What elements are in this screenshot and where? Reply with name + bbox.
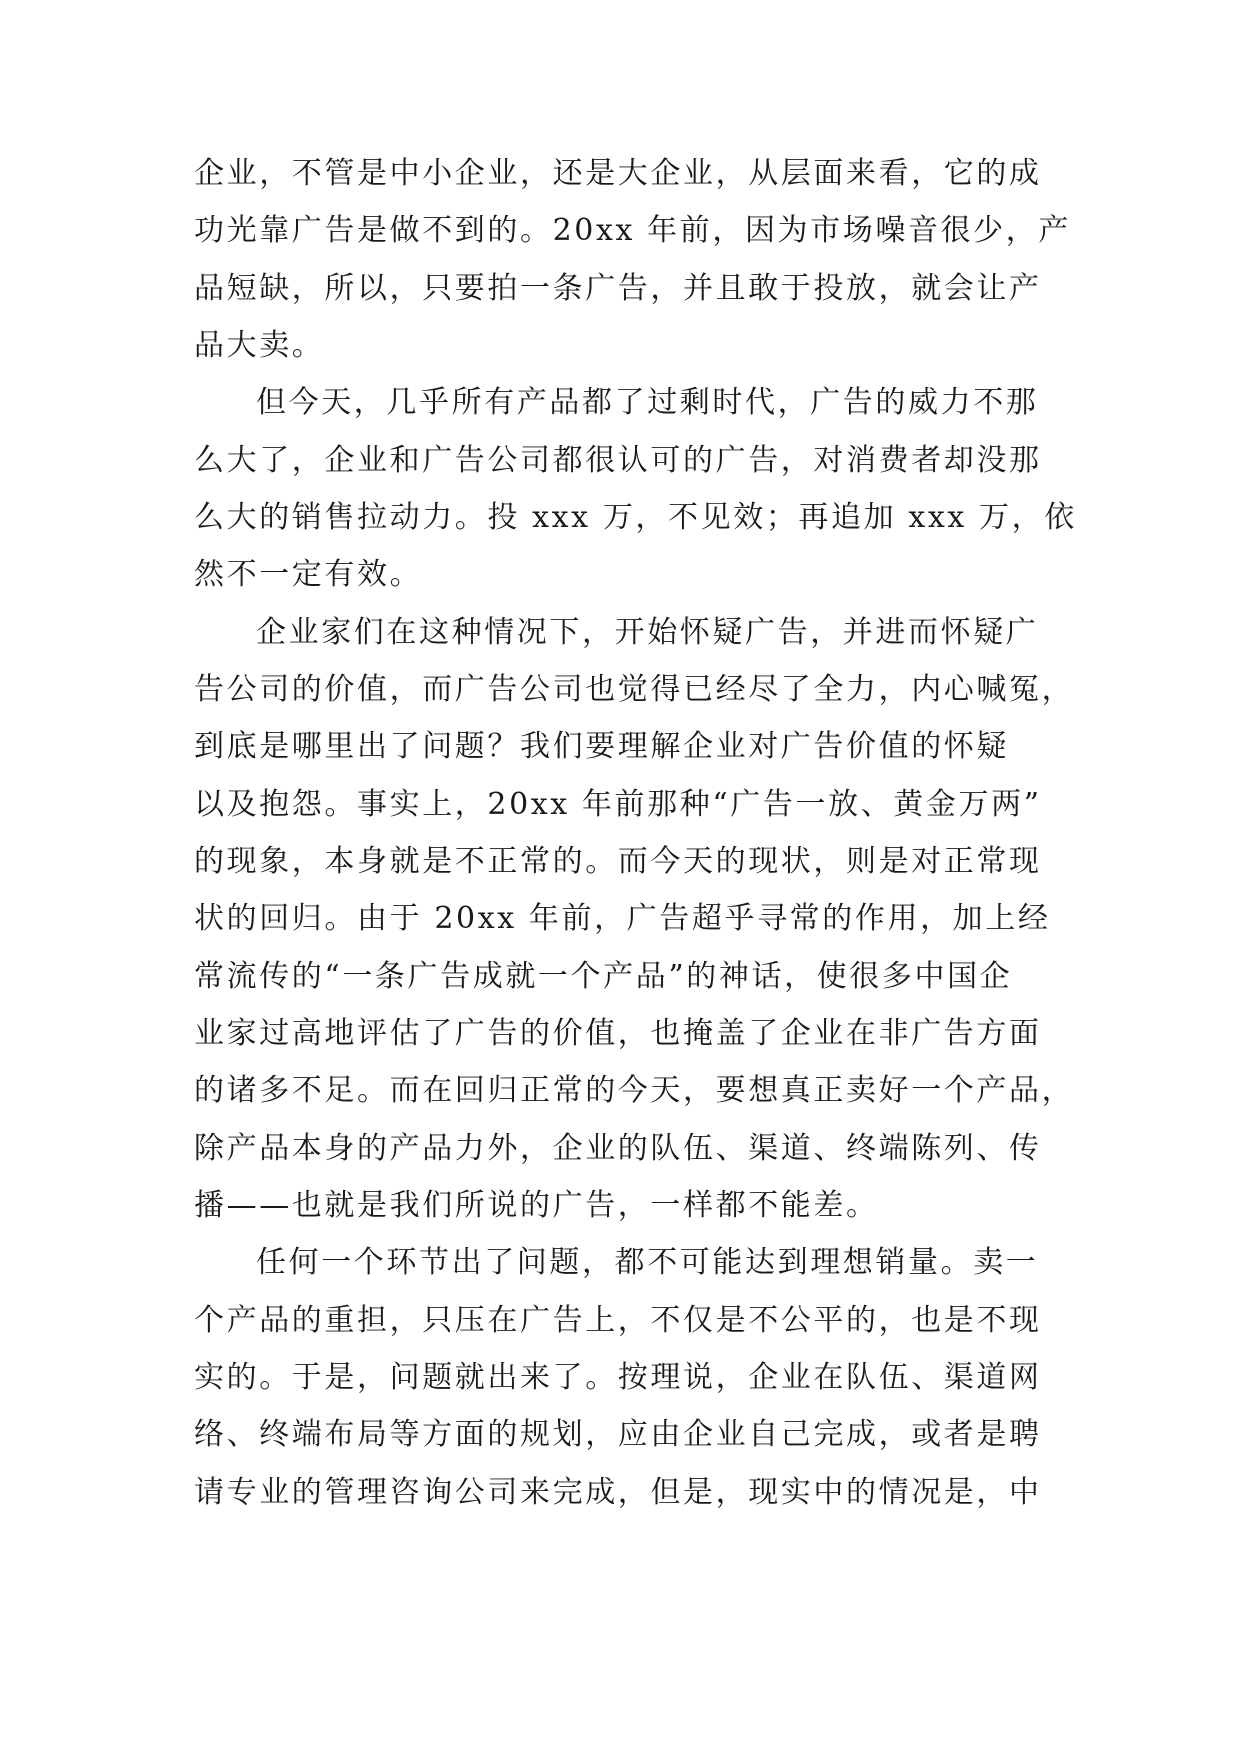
text-line: 功光靠广告是做不到的。20xx 年前，因为市场噪音很少，产 — [194, 213, 1071, 248]
text-line: 的现象，本身就是不正常的。而今天的现状，则是对正常现 — [194, 844, 1042, 879]
text-line: 告公司的价值，而广告公司也觉得已经尽了全力，内心喊冤， — [194, 672, 1075, 707]
text-line: 么大了，企业和广告公司都很认可的广告，对消费者却没那 — [194, 443, 1042, 478]
text-line: 品大卖。 — [194, 328, 325, 363]
paragraph-first-line: 企业家们在这种情况下，开始怀疑广告，并进而怀疑广 — [256, 615, 1039, 650]
text-line: 播——也就是我们所说的广告，一样都不能差。 — [194, 1188, 879, 1223]
text-line: 个产品的重担，只压在广告上，不仅是不公平的，也是不现 — [194, 1303, 1042, 1338]
text-line: 请专业的管理咨询公司来完成，但是，现实中的情况是，中 — [194, 1475, 1042, 1510]
text-line: 常流传的“一条广告成就一个产品”的神话，使很多中国企 — [194, 959, 1013, 994]
text-line: 除产品本身的产品力外，企业的队伍、渠道、终端陈列、传 — [194, 1131, 1042, 1166]
text-line: 企业，不管是中小企业，还是大企业，从层面来看，它的成 — [194, 156, 1042, 191]
text-line: 实的。于是，问题就出来了。按理说，企业在队伍、渠道网 — [194, 1360, 1042, 1395]
text-line: 品短缺，所以，只要拍一条广告，并且敢于投放，就会让产 — [194, 271, 1042, 306]
text-line: 的诸多不足。而在回归正常的今天，要想真正卖好一个产品， — [194, 1073, 1075, 1108]
paragraph-first-line: 但今天，几乎所有产品都了过剩时代，广告的威力不那 — [256, 385, 1039, 420]
text-line: 然不一定有效。 — [194, 557, 423, 592]
paragraph-first-line: 任何一个环节出了问题，都不可能达到理想销量。卖一 — [256, 1245, 1039, 1280]
text-line: 络、终端布局等方面的规划，应由企业自己完成，或者是聘 — [194, 1417, 1042, 1452]
text-line: 么大的销售拉动力。投 xxx 万，不见效；再追加 xxx 万，依 — [194, 500, 1077, 535]
text-line: 到底是哪里出了问题？我们要理解企业对广告价值的怀疑 — [194, 729, 1009, 764]
text-line: 状的回归。由于 20xx 年前，广告超乎寻常的作用，加上经 — [194, 901, 1051, 936]
text-line: 业家过高地评估了广告的价值，也掩盖了企业在非广告方面 — [194, 1016, 1042, 1051]
text-line: 以及抱怨。事实上，20xx 年前那种“广告一放、黄金万两” — [194, 787, 1042, 822]
